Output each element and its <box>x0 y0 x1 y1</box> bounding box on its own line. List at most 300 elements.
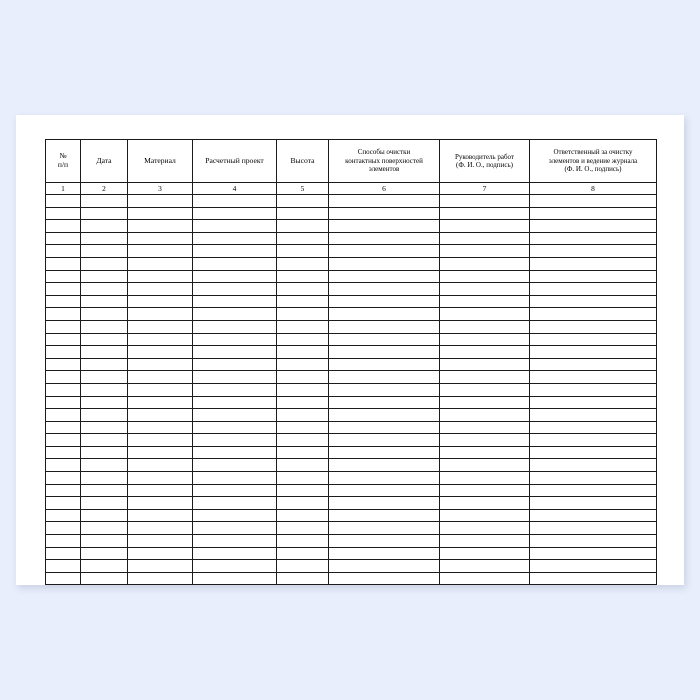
table-header-cell-4 <box>193 140 277 183</box>
table-cell[interactable] <box>193 383 277 396</box>
table-cell[interactable] <box>128 421 193 434</box>
table-cell[interactable] <box>193 308 277 321</box>
table-cell[interactable] <box>530 497 657 510</box>
table-cell[interactable] <box>329 497 440 510</box>
table-cell[interactable] <box>46 195 81 208</box>
table-cell[interactable] <box>530 220 657 233</box>
table-cell[interactable] <box>81 320 128 333</box>
table-cell[interactable] <box>193 195 277 208</box>
table-cell[interactable] <box>277 320 329 333</box>
table-header-cell-5 <box>277 140 329 183</box>
table-cell[interactable] <box>46 572 81 585</box>
table-cell[interactable] <box>440 308 530 321</box>
table-cell[interactable] <box>46 320 81 333</box>
table-cell[interactable] <box>440 257 530 270</box>
table-cell[interactable] <box>193 220 277 233</box>
table-cell[interactable] <box>193 522 277 535</box>
table-cell[interactable] <box>128 535 193 548</box>
table-cell[interactable] <box>81 472 128 485</box>
table-cell[interactable] <box>193 270 277 283</box>
table-cell[interactable] <box>440 245 530 258</box>
column-number-8: 8 <box>530 183 657 195</box>
table-cell[interactable] <box>329 220 440 233</box>
table-row[interactable] <box>46 446 657 459</box>
table-cell[interactable] <box>277 371 329 384</box>
table-cell[interactable] <box>440 371 530 384</box>
table-cell[interactable] <box>81 383 128 396</box>
table-cell[interactable] <box>530 560 657 573</box>
table-cell[interactable] <box>440 195 530 208</box>
table-cell[interactable] <box>193 535 277 548</box>
table-cell[interactable] <box>440 446 530 459</box>
table-cell[interactable] <box>46 509 81 522</box>
table-cell[interactable] <box>128 509 193 522</box>
table-cell[interactable] <box>530 409 657 422</box>
table-cell[interactable] <box>193 396 277 409</box>
table-cell[interactable] <box>46 383 81 396</box>
column-number-5: 5 <box>277 183 329 195</box>
table-cell[interactable] <box>530 522 657 535</box>
table-cell[interactable] <box>440 270 530 283</box>
table-cell[interactable] <box>329 245 440 258</box>
table-cell[interactable] <box>530 232 657 245</box>
table-cell[interactable] <box>128 383 193 396</box>
table-cell[interactable] <box>530 509 657 522</box>
table-cell[interactable] <box>193 245 277 258</box>
table-row[interactable] <box>46 434 657 447</box>
table-row[interactable] <box>46 346 657 359</box>
table-cell[interactable] <box>81 371 128 384</box>
table-cell[interactable] <box>329 421 440 434</box>
table-row[interactable] <box>46 220 657 233</box>
table-cell[interactable] <box>329 270 440 283</box>
table-row[interactable] <box>46 257 657 270</box>
header-line-8a: Ответственный за очистку <box>553 148 633 157</box>
table-cell[interactable] <box>81 295 128 308</box>
table-row[interactable] <box>46 195 657 208</box>
table-cell[interactable] <box>277 308 329 321</box>
table-cell[interactable] <box>81 572 128 585</box>
table-cell[interactable] <box>193 484 277 497</box>
header-line-5a: Высота <box>290 155 315 165</box>
table-cell[interactable] <box>46 547 81 560</box>
table-cell[interactable] <box>46 283 81 296</box>
table-cell[interactable] <box>329 409 440 422</box>
table-cell[interactable] <box>46 434 81 447</box>
table-cell[interactable] <box>530 295 657 308</box>
table-row[interactable] <box>46 396 657 409</box>
table-cell[interactable] <box>329 383 440 396</box>
table-cell[interactable] <box>440 358 530 371</box>
column-number-7: 7 <box>440 183 530 195</box>
table-cell[interactable] <box>193 421 277 434</box>
table-cell[interactable] <box>46 358 81 371</box>
table-cell[interactable] <box>46 245 81 258</box>
table-cell[interactable] <box>193 333 277 346</box>
table-cell[interactable] <box>193 346 277 359</box>
table-cell[interactable] <box>81 535 128 548</box>
table-cell[interactable] <box>46 270 81 283</box>
table-cell[interactable] <box>193 509 277 522</box>
table-cell[interactable] <box>128 346 193 359</box>
table-cell[interactable] <box>440 472 530 485</box>
table-cell[interactable] <box>46 308 81 321</box>
table-row[interactable] <box>46 358 657 371</box>
table-cell[interactable] <box>277 396 329 409</box>
table-cell[interactable] <box>81 459 128 472</box>
table-cell[interactable] <box>530 308 657 321</box>
table-cell[interactable] <box>128 358 193 371</box>
table-cell[interactable] <box>128 257 193 270</box>
table-cell[interactable] <box>81 396 128 409</box>
table-cell[interactable] <box>128 308 193 321</box>
table-cell[interactable] <box>530 446 657 459</box>
table-header-cell-6 <box>329 140 440 183</box>
table-cell[interactable] <box>193 283 277 296</box>
table-cell[interactable] <box>440 572 530 585</box>
table-cell[interactable] <box>440 383 530 396</box>
table-cell[interactable] <box>277 257 329 270</box>
column-number-1: 1 <box>46 183 81 195</box>
table-cell[interactable] <box>440 535 530 548</box>
table-cell[interactable] <box>530 358 657 371</box>
table-cell[interactable] <box>128 295 193 308</box>
table-cell[interactable] <box>277 472 329 485</box>
table-cell[interactable] <box>81 257 128 270</box>
table-cell[interactable] <box>193 547 277 560</box>
table-cell[interactable] <box>530 257 657 270</box>
table-cell[interactable] <box>193 371 277 384</box>
table-cell[interactable] <box>329 396 440 409</box>
table-cell[interactable] <box>81 207 128 220</box>
table-cell[interactable] <box>277 560 329 573</box>
table-cell[interactable] <box>128 446 193 459</box>
table-numbering-row <box>46 183 657 195</box>
table-cell[interactable] <box>440 346 530 359</box>
table-cell[interactable] <box>530 207 657 220</box>
table-cell[interactable] <box>440 484 530 497</box>
table-cell[interactable] <box>530 484 657 497</box>
table-row[interactable] <box>46 509 657 522</box>
table-cell[interactable] <box>329 207 440 220</box>
table-cell[interactable] <box>530 535 657 548</box>
table-cell[interactable] <box>81 434 128 447</box>
table-cell[interactable] <box>193 207 277 220</box>
table-cell[interactable] <box>329 509 440 522</box>
table-cell[interactable] <box>530 547 657 560</box>
table-cell[interactable] <box>46 484 81 497</box>
table-cell[interactable] <box>329 346 440 359</box>
table-row[interactable] <box>46 535 657 548</box>
table-cell[interactable] <box>128 220 193 233</box>
table-row[interactable] <box>46 283 657 296</box>
table-cell[interactable] <box>530 434 657 447</box>
table-cell[interactable] <box>81 283 128 296</box>
table-cell[interactable] <box>193 257 277 270</box>
table-cell[interactable] <box>277 245 329 258</box>
table-cell[interactable] <box>277 333 329 346</box>
table-cell[interactable] <box>81 421 128 434</box>
table-row[interactable] <box>46 522 657 535</box>
table-header-cell-1 <box>46 140 81 183</box>
table-cell[interactable] <box>440 320 530 333</box>
table-cell[interactable] <box>46 560 81 573</box>
table-cell[interactable] <box>440 207 530 220</box>
table-cell[interactable] <box>46 421 81 434</box>
table-cell[interactable] <box>128 371 193 384</box>
table-cell[interactable] <box>46 232 81 245</box>
header-line-8b: элементов и ведение журнала <box>548 156 638 165</box>
table-cell[interactable] <box>128 409 193 422</box>
table-cell[interactable] <box>277 522 329 535</box>
table-cell[interactable] <box>46 522 81 535</box>
table-cell[interactable] <box>193 358 277 371</box>
table-cell[interactable] <box>193 434 277 447</box>
table-cell[interactable] <box>128 270 193 283</box>
table-cell[interactable] <box>128 232 193 245</box>
journal-table-wrapper <box>45 139 656 585</box>
table-row[interactable] <box>46 383 657 396</box>
table-cell[interactable] <box>530 195 657 208</box>
table-cell[interactable] <box>329 484 440 497</box>
table-cell[interactable] <box>46 371 81 384</box>
table-cell[interactable] <box>193 459 277 472</box>
table-cell[interactable] <box>440 333 530 346</box>
table-row[interactable] <box>46 497 657 510</box>
table-cell[interactable] <box>329 195 440 208</box>
table-cell[interactable] <box>81 358 128 371</box>
table-cell[interactable] <box>277 383 329 396</box>
table-cell[interactable] <box>329 320 440 333</box>
table-cell[interactable] <box>440 295 530 308</box>
table-row[interactable] <box>46 207 657 220</box>
table-cell[interactable] <box>81 245 128 258</box>
table-cell[interactable] <box>530 421 657 434</box>
table-cell[interactable] <box>128 434 193 447</box>
table-cell[interactable] <box>329 535 440 548</box>
table-cell[interactable] <box>329 572 440 585</box>
table-cell[interactable] <box>440 459 530 472</box>
table-row[interactable] <box>46 232 657 245</box>
table-cell[interactable] <box>46 346 81 359</box>
table-cell[interactable] <box>329 371 440 384</box>
table-cell[interactable] <box>46 295 81 308</box>
table-cell[interactable] <box>277 434 329 447</box>
table-cell[interactable] <box>277 484 329 497</box>
table-cell[interactable] <box>46 396 81 409</box>
table-cell[interactable] <box>128 207 193 220</box>
table-cell[interactable] <box>277 295 329 308</box>
table-cell[interactable] <box>81 346 128 359</box>
table-cell[interactable] <box>277 232 329 245</box>
table-cell[interactable] <box>193 446 277 459</box>
table-cell[interactable] <box>277 207 329 220</box>
table-cell[interactable] <box>81 409 128 422</box>
table-cell[interactable] <box>530 396 657 409</box>
header-line-6b: контактных поверхностей <box>345 156 423 165</box>
table-cell[interactable] <box>128 560 193 573</box>
table-cell[interactable] <box>530 333 657 346</box>
table-cell[interactable] <box>46 497 81 510</box>
table-cell[interactable] <box>193 232 277 245</box>
table-cell[interactable] <box>128 283 193 296</box>
table-cell[interactable] <box>128 245 193 258</box>
table-cell[interactable] <box>440 560 530 573</box>
table-cell[interactable] <box>128 195 193 208</box>
table-cell[interactable] <box>440 522 530 535</box>
table-cell[interactable] <box>81 547 128 560</box>
table-row[interactable] <box>46 421 657 434</box>
table-cell[interactable] <box>329 283 440 296</box>
table-cell[interactable] <box>530 383 657 396</box>
table-cell[interactable] <box>277 358 329 371</box>
table-row[interactable] <box>46 547 657 560</box>
table-cell[interactable] <box>46 257 81 270</box>
table-cell[interactable] <box>193 320 277 333</box>
table-cell[interactable] <box>81 220 128 233</box>
table-cell[interactable] <box>128 497 193 510</box>
table-cell[interactable] <box>81 270 128 283</box>
table-cell[interactable] <box>329 295 440 308</box>
table-cell[interactable] <box>530 346 657 359</box>
table-cell[interactable] <box>329 446 440 459</box>
table-cell[interactable] <box>193 560 277 573</box>
table-cell[interactable] <box>46 409 81 422</box>
table-cell[interactable] <box>530 371 657 384</box>
table-cell[interactable] <box>81 446 128 459</box>
table-cell[interactable] <box>440 409 530 422</box>
table-cell[interactable] <box>46 472 81 485</box>
table-cell[interactable] <box>193 572 277 585</box>
table-cell[interactable] <box>193 472 277 485</box>
table-cell[interactable] <box>193 497 277 510</box>
table-cell[interactable] <box>81 195 128 208</box>
table-cell[interactable] <box>81 560 128 573</box>
table-cell[interactable] <box>440 396 530 409</box>
table-cell[interactable] <box>128 547 193 560</box>
table-cell[interactable] <box>329 333 440 346</box>
table-row[interactable] <box>46 572 657 585</box>
table-cell[interactable] <box>329 522 440 535</box>
table-cell[interactable] <box>128 484 193 497</box>
table-cell[interactable] <box>128 320 193 333</box>
table-cell[interactable] <box>530 270 657 283</box>
table-cell[interactable] <box>277 283 329 296</box>
table-cell[interactable] <box>277 497 329 510</box>
table-cell[interactable] <box>440 220 530 233</box>
table-cell[interactable] <box>277 446 329 459</box>
header-line-4a: Расчетный проект <box>205 155 264 165</box>
table-cell[interactable] <box>81 484 128 497</box>
table-cell[interactable] <box>329 257 440 270</box>
table-row[interactable] <box>46 409 657 422</box>
table-row[interactable] <box>46 484 657 497</box>
table-cell[interactable] <box>81 497 128 510</box>
table-cell[interactable] <box>81 232 128 245</box>
table-cell[interactable] <box>128 459 193 472</box>
table-cell[interactable] <box>46 459 81 472</box>
table-row[interactable] <box>46 320 657 333</box>
table-row[interactable] <box>46 472 657 485</box>
table-cell[interactable] <box>277 547 329 560</box>
header-line-6a: Способы очистки <box>357 148 411 157</box>
table-cell[interactable] <box>530 472 657 485</box>
column-number-2: 2 <box>81 183 128 195</box>
table-cell[interactable] <box>277 409 329 422</box>
table-cell[interactable] <box>329 358 440 371</box>
header-line-1a: № <box>59 151 67 161</box>
table-cell[interactable] <box>440 509 530 522</box>
table-cell[interactable] <box>329 308 440 321</box>
table-cell[interactable] <box>277 195 329 208</box>
table-cell[interactable] <box>530 320 657 333</box>
table-row[interactable] <box>46 245 657 258</box>
table-cell[interactable] <box>128 522 193 535</box>
table-cell[interactable] <box>46 220 81 233</box>
table-cell[interactable] <box>329 472 440 485</box>
table-cell[interactable] <box>193 409 277 422</box>
table-cell[interactable] <box>46 333 81 346</box>
table-cell[interactable] <box>440 497 530 510</box>
table-cell[interactable] <box>277 535 329 548</box>
table-cell[interactable] <box>81 509 128 522</box>
table-cell[interactable] <box>46 535 81 548</box>
table-row[interactable] <box>46 270 657 283</box>
table-cell[interactable] <box>277 220 329 233</box>
table-cell[interactable] <box>277 459 329 472</box>
table-cell[interactable] <box>128 472 193 485</box>
table-cell[interactable] <box>128 333 193 346</box>
header-line-7b: (Ф. И. О., подпись) <box>456 161 513 169</box>
table-header-cell-7 <box>440 140 530 183</box>
table-cell[interactable] <box>81 308 128 321</box>
table-cell[interactable] <box>81 333 128 346</box>
table-cell[interactable] <box>530 459 657 472</box>
table-cell[interactable] <box>530 283 657 296</box>
table-cell[interactable] <box>329 459 440 472</box>
table-cell[interactable] <box>440 547 530 560</box>
table-row[interactable] <box>46 308 657 321</box>
table-row[interactable] <box>46 333 657 346</box>
table-cell[interactable] <box>440 421 530 434</box>
table-row[interactable] <box>46 371 657 384</box>
table-cell[interactable] <box>277 572 329 585</box>
table-cell[interactable] <box>46 207 81 220</box>
header-line-6c: элементов <box>368 165 400 174</box>
table-cell[interactable] <box>277 509 329 522</box>
table-cell[interactable] <box>277 421 329 434</box>
table-cell[interactable] <box>46 446 81 459</box>
table-row[interactable] <box>46 295 657 308</box>
table-cell[interactable] <box>329 547 440 560</box>
table-cell[interactable] <box>81 522 128 535</box>
table-cell[interactable] <box>128 572 193 585</box>
table-cell[interactable] <box>277 270 329 283</box>
table-cell[interactable] <box>440 434 530 447</box>
table-cell[interactable] <box>440 232 530 245</box>
table-cell[interactable] <box>530 572 657 585</box>
table-cell[interactable] <box>128 396 193 409</box>
table-cell[interactable] <box>193 295 277 308</box>
table-cell[interactable] <box>440 283 530 296</box>
table-cell[interactable] <box>530 245 657 258</box>
table-row[interactable] <box>46 560 657 573</box>
table-row[interactable] <box>46 459 657 472</box>
table-cell[interactable] <box>329 232 440 245</box>
table-cell[interactable] <box>329 434 440 447</box>
table-cell[interactable] <box>277 346 329 359</box>
table-cell[interactable] <box>329 560 440 573</box>
